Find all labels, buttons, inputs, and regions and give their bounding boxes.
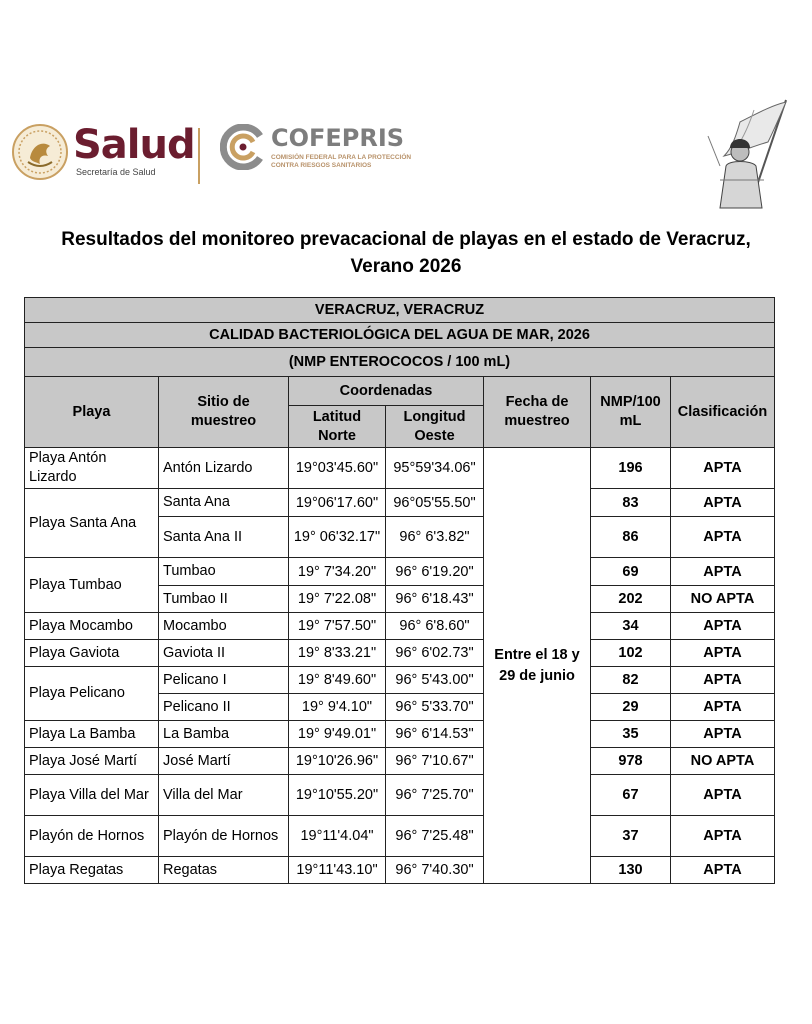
- cell-nmp: 67: [591, 775, 671, 816]
- cell-longitud: 96° 6'14.53": [386, 721, 484, 748]
- cell-longitud: 95°59'34.06": [386, 448, 484, 489]
- cell-sitio: Pelicano I: [159, 667, 289, 694]
- cell-latitud: 19° 7'22.08": [289, 586, 386, 613]
- cell-longitud: 96° 5'43.00": [386, 667, 484, 694]
- cell-playa: Playa Villa del Mar: [25, 775, 159, 816]
- cell-clasificacion: NO APTA: [671, 748, 775, 775]
- cell-latitud: 19° 7'57.50": [289, 613, 386, 640]
- cell-nmp: 82: [591, 667, 671, 694]
- cell-latitud: 19° 7'34.20": [289, 558, 386, 586]
- cell-nmp: 69: [591, 558, 671, 586]
- cell-clasificacion: APTA: [671, 667, 775, 694]
- cell-latitud: 19°11'43.10": [289, 857, 386, 884]
- cell-nmp: 37: [591, 816, 671, 857]
- col-header-fecha: Fecha de muestreo: [484, 377, 591, 448]
- cell-sitio: Santa Ana: [159, 489, 289, 517]
- cell-nmp: 196: [591, 448, 671, 489]
- cell-longitud: 96° 6'02.73": [386, 640, 484, 667]
- table-row: [25, 613, 775, 640]
- cell-longitud: 96°05'55.50": [386, 489, 484, 517]
- header-divider: [198, 128, 200, 184]
- cell-playa: Playa Tumbao: [25, 558, 159, 613]
- cell-longitud: 96° 5'33.70": [386, 694, 484, 721]
- table-row: [25, 640, 775, 667]
- cell-clasificacion: APTA: [671, 775, 775, 816]
- cell-playa: Playa Gaviota: [25, 640, 159, 667]
- salud-logo-text: Salud: [73, 122, 195, 168]
- cell-sitio: Antón Lizardo: [159, 448, 289, 489]
- cell-sitio: Pelicano II: [159, 694, 289, 721]
- cell-sitio: Gaviota II: [159, 640, 289, 667]
- cell-nmp: 83: [591, 489, 671, 517]
- cell-longitud: 96° 6'8.60": [386, 613, 484, 640]
- cell-latitud: 19°03'45.60": [289, 448, 386, 489]
- band-location: VERACRUZ, VERACRUZ: [25, 298, 775, 323]
- cell-clasificacion: APTA: [671, 816, 775, 857]
- cell-clasificacion: APTA: [671, 489, 775, 517]
- band-quality: CALIDAD BACTERIOLÓGICA DEL AGUA DE MAR, 2026: [25, 323, 775, 348]
- table-band-quality: [25, 323, 775, 348]
- col-header-longitud: Longitud Oeste: [386, 406, 484, 448]
- col-header-latitud: Latitud Norte: [289, 406, 386, 448]
- cell-clasificacion: APTA: [671, 517, 775, 558]
- document-title: [40, 226, 772, 280]
- band-units: (NMP ENTEROCOCOS / 100 mL): [25, 348, 775, 377]
- cell-latitud: 19°10'26.96": [289, 748, 386, 775]
- cell-playa: Playa Pelicano: [25, 667, 159, 721]
- cell-fecha: Entre el 18 y 29 de junio: [484, 448, 591, 884]
- cell-nmp: 130: [591, 857, 671, 884]
- cell-longitud: 96° 6'3.82": [386, 517, 484, 558]
- cell-clasificacion: APTA: [671, 721, 775, 748]
- cell-nmp: 202: [591, 586, 671, 613]
- cell-clasificacion: APTA: [671, 640, 775, 667]
- cell-sitio: Regatas: [159, 857, 289, 884]
- cofepris-subtitle-line2: CONTRA RIESGOS SANITARIOS: [271, 162, 372, 169]
- table-row: [25, 816, 775, 857]
- col-header-playa: Playa: [25, 377, 159, 448]
- cell-nmp: 86: [591, 517, 671, 558]
- col-header-sitio: Sitio de muestreo: [159, 377, 289, 448]
- cell-nmp: 102: [591, 640, 671, 667]
- col-header-clasificacion: Clasificación: [671, 377, 775, 448]
- cell-sitio: José Martí: [159, 748, 289, 775]
- table-row: [25, 748, 775, 775]
- cell-longitud: 96° 7'25.48": [386, 816, 484, 857]
- cell-longitud: 96° 6'19.20": [386, 558, 484, 586]
- cell-latitud: 19° 8'33.21": [289, 640, 386, 667]
- cell-clasificacion: NO APTA: [671, 586, 775, 613]
- table-row: [25, 667, 775, 694]
- table-row: [25, 721, 775, 748]
- cell-sitio: Santa Ana II: [159, 517, 289, 558]
- cell-latitud: 19° 9'4.10": [289, 694, 386, 721]
- cell-sitio: La Bamba: [159, 721, 289, 748]
- cell-playa: Playa José Martí: [25, 748, 159, 775]
- cell-nmp: 978: [591, 748, 671, 775]
- cofepris-subtitle-line1: COMISIÓN FEDERAL PARA LA PROTECCIÓN: [271, 154, 412, 161]
- cell-sitio: Mocambo: [159, 613, 289, 640]
- cell-clasificacion: APTA: [671, 558, 775, 586]
- cell-longitud: 96° 6'18.43": [386, 586, 484, 613]
- cell-latitud: 19° 9'49.01": [289, 721, 386, 748]
- cell-clasificacion: APTA: [671, 857, 775, 884]
- cell-longitud: 96° 7'25.70": [386, 775, 484, 816]
- table-header-row: [25, 377, 775, 406]
- cell-playa: Playón de Hornos: [25, 816, 159, 857]
- title-line-1: Resultados del monitoreo prevacacional de playas en el estado de Veracruz,: [61, 229, 751, 250]
- mexico-coat-of-arms-icon: [12, 124, 68, 180]
- title-line-2: Verano 2026: [350, 256, 462, 277]
- cell-sitio: Tumbao II: [159, 586, 289, 613]
- cell-latitud: 19°11'4.04": [289, 816, 386, 857]
- cell-nmp: 35: [591, 721, 671, 748]
- page-header: [0, 0, 812, 215]
- cell-nmp: 29: [591, 694, 671, 721]
- cell-nmp: 34: [591, 613, 671, 640]
- cell-clasificacion: APTA: [671, 694, 775, 721]
- cell-clasificacion: APTA: [671, 448, 775, 489]
- col-header-nmp: NMP/100 mL: [591, 377, 671, 448]
- table-band-location: [25, 298, 775, 323]
- table-row: [25, 775, 775, 816]
- results-table: [24, 297, 775, 884]
- cell-playa: Playa Regatas: [25, 857, 159, 884]
- cell-sitio: Playón de Hornos: [159, 816, 289, 857]
- cofepris-logo-icon: [220, 124, 266, 170]
- cell-playa: Playa Antón Lizardo: [25, 448, 159, 489]
- table-band-units: [25, 348, 775, 377]
- table-body: [25, 448, 775, 884]
- table-row: [25, 857, 775, 884]
- table-row: [25, 489, 775, 517]
- table-row: [25, 558, 775, 586]
- cell-latitud: 19°10'55.20": [289, 775, 386, 816]
- cell-latitud: 19°06'17.60": [289, 489, 386, 517]
- cell-longitud: 96° 7'40.30": [386, 857, 484, 884]
- salud-subtitle: Secretaría de Salud: [76, 167, 156, 177]
- cell-playa: Playa Santa Ana: [25, 489, 159, 558]
- cell-playa: Playa La Bamba: [25, 721, 159, 748]
- cell-sitio: Tumbao: [159, 558, 289, 586]
- col-header-coordenadas: Coordenadas: [289, 377, 484, 406]
- cell-latitud: 19° 8'49.60": [289, 667, 386, 694]
- cell-longitud: 96° 7'10.67": [386, 748, 484, 775]
- cell-playa: Playa Mocambo: [25, 613, 159, 640]
- cell-clasificacion: APTA: [671, 613, 775, 640]
- cell-sitio: Villa del Mar: [159, 775, 289, 816]
- flag-woman-illustration-icon: [690, 96, 802, 212]
- table-row: [25, 448, 775, 489]
- cofepris-logo-text: COFEPRIS: [271, 124, 405, 152]
- cell-latitud: 19° 06'32.17": [289, 517, 386, 558]
